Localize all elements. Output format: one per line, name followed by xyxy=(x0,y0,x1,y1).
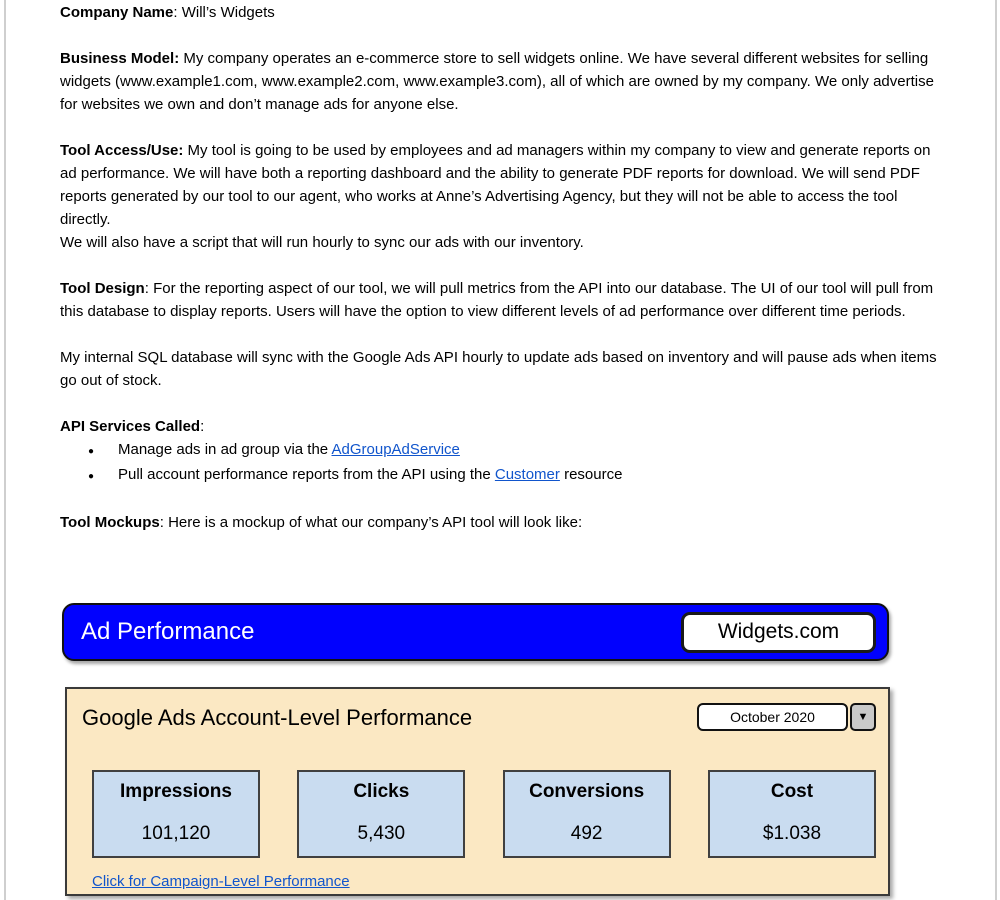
impressions-card xyxy=(92,770,260,858)
paragraph-tool-design xyxy=(60,277,940,323)
bullet-pre-text: Pull account performance reports from the API using the xyxy=(118,466,495,483)
metric-value: 492 xyxy=(570,823,603,844)
api-services-bullet-list xyxy=(60,438,940,488)
document-body xyxy=(6,0,994,557)
mockup-app-title: Ad Performance xyxy=(81,618,255,645)
cost-card xyxy=(708,770,876,858)
metric-value: $1.038 xyxy=(762,823,822,844)
page-right-edge xyxy=(995,0,997,900)
tool-access-label: Tool Access/Use: xyxy=(60,142,184,159)
chevron-down-icon[interactable]: ▼ xyxy=(850,703,876,731)
tool-design-label: Tool Design xyxy=(60,280,145,297)
bullet-pre-text: Manage ads in ad group via the xyxy=(118,441,332,458)
bullet-icon: ● xyxy=(88,446,95,457)
tool-mockups-label: Tool Mockups xyxy=(60,514,160,531)
metric-value: 101,120 xyxy=(141,823,211,844)
paragraph-company-name xyxy=(60,1,940,24)
paragraph-business-model xyxy=(60,47,940,116)
bullet-text xyxy=(118,438,940,461)
api-services-colon: : xyxy=(200,418,205,435)
metric-label: Impressions xyxy=(120,781,232,802)
metric-label: Cost xyxy=(770,781,814,802)
campaign-level-link[interactable]: Click for Campaign-Level Performance xyxy=(92,873,350,890)
period-dropdown[interactable] xyxy=(697,703,876,731)
adgroupadservice-link[interactable]: AdGroupAdService xyxy=(331,441,460,458)
tool-access-text: My tool is going to be used by employees and ad managers within my company to view and generate reports on ad performance. We will have both a reporting dashboard and the ability to generate PDF reports for download. We will send PDF reports generated by our tool to our agent, who works at Anne’s Advertising Agency, but they will not be able to access the tool directly. xyxy=(60,142,931,228)
tool-access-text2: We will also have a script that will run hourly to sync our ads with our inventory. xyxy=(60,234,584,251)
company-name-value: : Will’s Widgets xyxy=(173,4,275,21)
clicks-card xyxy=(297,770,465,858)
paragraph-api-services xyxy=(60,415,940,438)
metric-value: 5,430 xyxy=(357,823,406,844)
mockup-header-bar xyxy=(62,603,889,661)
list-item xyxy=(60,438,940,463)
period-dropdown-value[interactable]: October 2020 xyxy=(697,703,848,731)
account-performance-panel xyxy=(65,687,890,896)
api-services-label: API Services Called xyxy=(60,418,201,435)
bullet-text xyxy=(118,463,940,486)
business-model-text: My company operates an e-commerce store to sell widgets online. We have several different websites for selling widgets (www.example1.com, www.example2.com, www.example3.com), all of which are owned by my company. We only advertise for websites we own and don’t manage ads for anyone else. xyxy=(60,50,934,113)
conversions-card xyxy=(503,770,671,858)
business-model-label: Business Model: xyxy=(60,50,180,67)
widgets-site-button[interactable] xyxy=(681,612,876,653)
list-item xyxy=(60,463,940,488)
widgets-site-button-label: Widgets.com xyxy=(717,620,840,643)
metric-cards-row xyxy=(92,770,876,858)
paragraph-sql-sync xyxy=(60,346,940,392)
panel-title: Google Ads Account-Level Performance xyxy=(82,705,473,730)
metric-label: Conversions xyxy=(529,781,645,802)
company-name-label: Company Name xyxy=(60,4,174,21)
bullet-post-text: resource xyxy=(559,466,623,483)
bullet-icon: ● xyxy=(88,471,95,482)
tool-mockups-text: : Here is a mockup of what our company’s API tool will look like: xyxy=(159,514,583,531)
sql-sync-text: My internal SQL database will sync with the Google Ads API hourly to update ads based on inventory and will pause ads when items go out of stock. xyxy=(60,349,937,389)
customer-resource-link[interactable]: Customer xyxy=(494,466,560,483)
paragraph-tool-access xyxy=(60,139,940,254)
paragraph-tool-mockups xyxy=(60,511,940,534)
tool-design-text: : For the reporting aspect of our tool, we will pull metrics from the API into our database. The UI of our tool will pull from this database to display reports. Users will have the option to view different levels of ad performance over different time periods. xyxy=(60,280,934,320)
metric-label: Clicks xyxy=(353,781,410,802)
